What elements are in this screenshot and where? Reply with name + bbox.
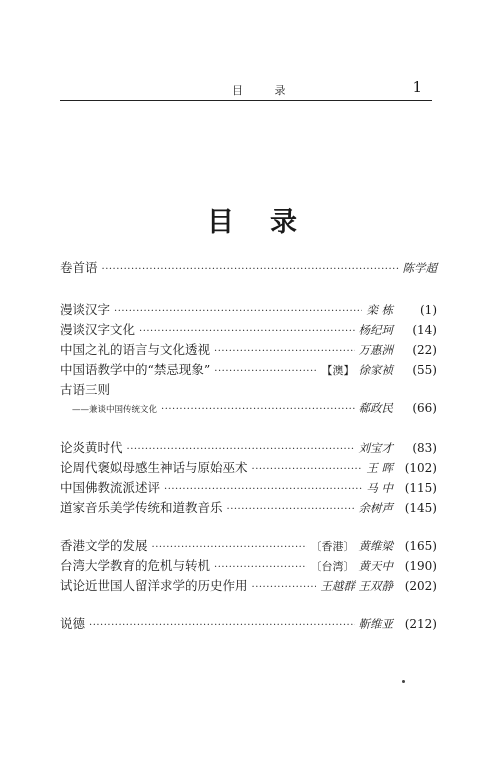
entry-title: 论周代褒姒母感生神话与原始巫术 bbox=[60, 460, 248, 475]
toc-entry[interactable] bbox=[60, 300, 437, 320]
toc-entry-guyu[interactable] bbox=[60, 380, 437, 400]
page-title: 目录 bbox=[207, 207, 333, 238]
entry-author: 靳维亚 bbox=[358, 617, 393, 631]
entry-author: 栾 栋 bbox=[366, 303, 393, 317]
entry-title: 台湾大学教育的危机与转机 bbox=[60, 558, 211, 573]
entry-page: (22) bbox=[412, 343, 437, 357]
dot-leader bbox=[139, 326, 354, 337]
entry-page: (115) bbox=[404, 481, 437, 495]
toc-entry[interactable] bbox=[60, 478, 437, 498]
entry-title: 香港文学的发展 bbox=[60, 538, 148, 553]
entry-title: 中国语教学中的“禁忌现象” bbox=[60, 362, 211, 377]
dot-leader bbox=[214, 562, 306, 573]
entry-title: 道家音乐美学传统和道教音乐 bbox=[60, 500, 223, 515]
toc-entry[interactable] bbox=[60, 536, 437, 556]
entry-author: 余树声 bbox=[358, 501, 393, 515]
dot-leader bbox=[214, 366, 317, 377]
entry-title: 说德 bbox=[60, 616, 86, 631]
entry-author: 黄维梁 bbox=[358, 539, 393, 553]
toc-entry-preface[interactable] bbox=[60, 258, 437, 278]
entry-author: 杨纪珂 bbox=[358, 323, 393, 337]
toc-entry[interactable] bbox=[60, 458, 437, 478]
dot-leader bbox=[161, 404, 354, 415]
entry-region: 〔香港〕 bbox=[310, 540, 355, 553]
entry-subtitle: ——兼谈中国传统文化 bbox=[72, 405, 158, 415]
scan-speck bbox=[402, 680, 405, 683]
toc-entry[interactable] bbox=[60, 320, 437, 340]
entry-author: 王 晖 bbox=[366, 461, 393, 475]
dot-leader bbox=[152, 542, 307, 553]
entry-page: (1) bbox=[420, 303, 437, 317]
entry-region: 〔台湾〕 bbox=[310, 560, 355, 573]
dot-leader bbox=[252, 582, 317, 593]
entry-page: (102) bbox=[404, 461, 437, 475]
entry-region: 【澳】 bbox=[321, 364, 355, 377]
entry-title: 中国佛教流派述评 bbox=[60, 480, 161, 495]
entry-title: 论炎黄时代 bbox=[60, 440, 123, 455]
dot-leader bbox=[114, 306, 362, 317]
entry-author: 刘宝才 bbox=[358, 441, 393, 455]
toc-entry[interactable] bbox=[60, 360, 437, 380]
toc-entry[interactable] bbox=[60, 576, 437, 596]
entry-title: 试论近世国人留洋求学的历史作用 bbox=[60, 578, 248, 593]
entry-author: 马 中 bbox=[366, 481, 393, 495]
entry-page: (165) bbox=[404, 539, 437, 553]
entry-author: 郗政民 bbox=[358, 401, 393, 415]
toc-entry[interactable] bbox=[60, 438, 437, 458]
dot-leader bbox=[252, 464, 363, 475]
toc-entry[interactable] bbox=[60, 556, 437, 576]
entry-author: 万惠洲 bbox=[358, 343, 393, 357]
dot-leader bbox=[164, 484, 362, 495]
entry-title: 古语三则 bbox=[60, 382, 111, 397]
entry-author: 徐家祯 bbox=[358, 363, 393, 377]
entry-title: 漫谈汉字 bbox=[60, 302, 111, 317]
entry-title: 中国之礼的语言与文化透视 bbox=[60, 342, 211, 357]
entry-page: (83) bbox=[412, 441, 437, 455]
entry-page: (202) bbox=[404, 579, 437, 593]
entry-page: (66) bbox=[412, 401, 437, 415]
header-title: 目 录 bbox=[232, 84, 300, 97]
dot-leader bbox=[102, 264, 399, 275]
entry-page: (145) bbox=[404, 501, 437, 515]
dot-leader bbox=[127, 444, 355, 455]
table-of-contents bbox=[60, 258, 437, 634]
entry-page: (14) bbox=[412, 323, 437, 337]
dot-leader bbox=[214, 346, 354, 357]
entry-author: 陈学超 bbox=[402, 261, 437, 275]
running-header bbox=[60, 78, 432, 101]
toc-entry[interactable] bbox=[60, 498, 437, 518]
toc-entry-closing[interactable] bbox=[60, 614, 437, 634]
entry-title: 漫谈汉字文化 bbox=[60, 322, 136, 337]
toc-entry-subtitle[interactable] bbox=[60, 400, 437, 420]
entry-author: 王越群 王双静 bbox=[320, 579, 393, 593]
entry-page: (55) bbox=[412, 363, 437, 377]
dot-leader bbox=[89, 620, 354, 631]
entry-page: (190) bbox=[404, 559, 437, 573]
entry-page: (212) bbox=[404, 617, 437, 631]
dot-leader bbox=[227, 504, 355, 515]
toc-entry[interactable] bbox=[60, 340, 437, 360]
page-number: 1 bbox=[412, 78, 422, 96]
entry-author: 黄天中 bbox=[358, 559, 393, 573]
entry-title: 卷首语 bbox=[60, 260, 98, 275]
